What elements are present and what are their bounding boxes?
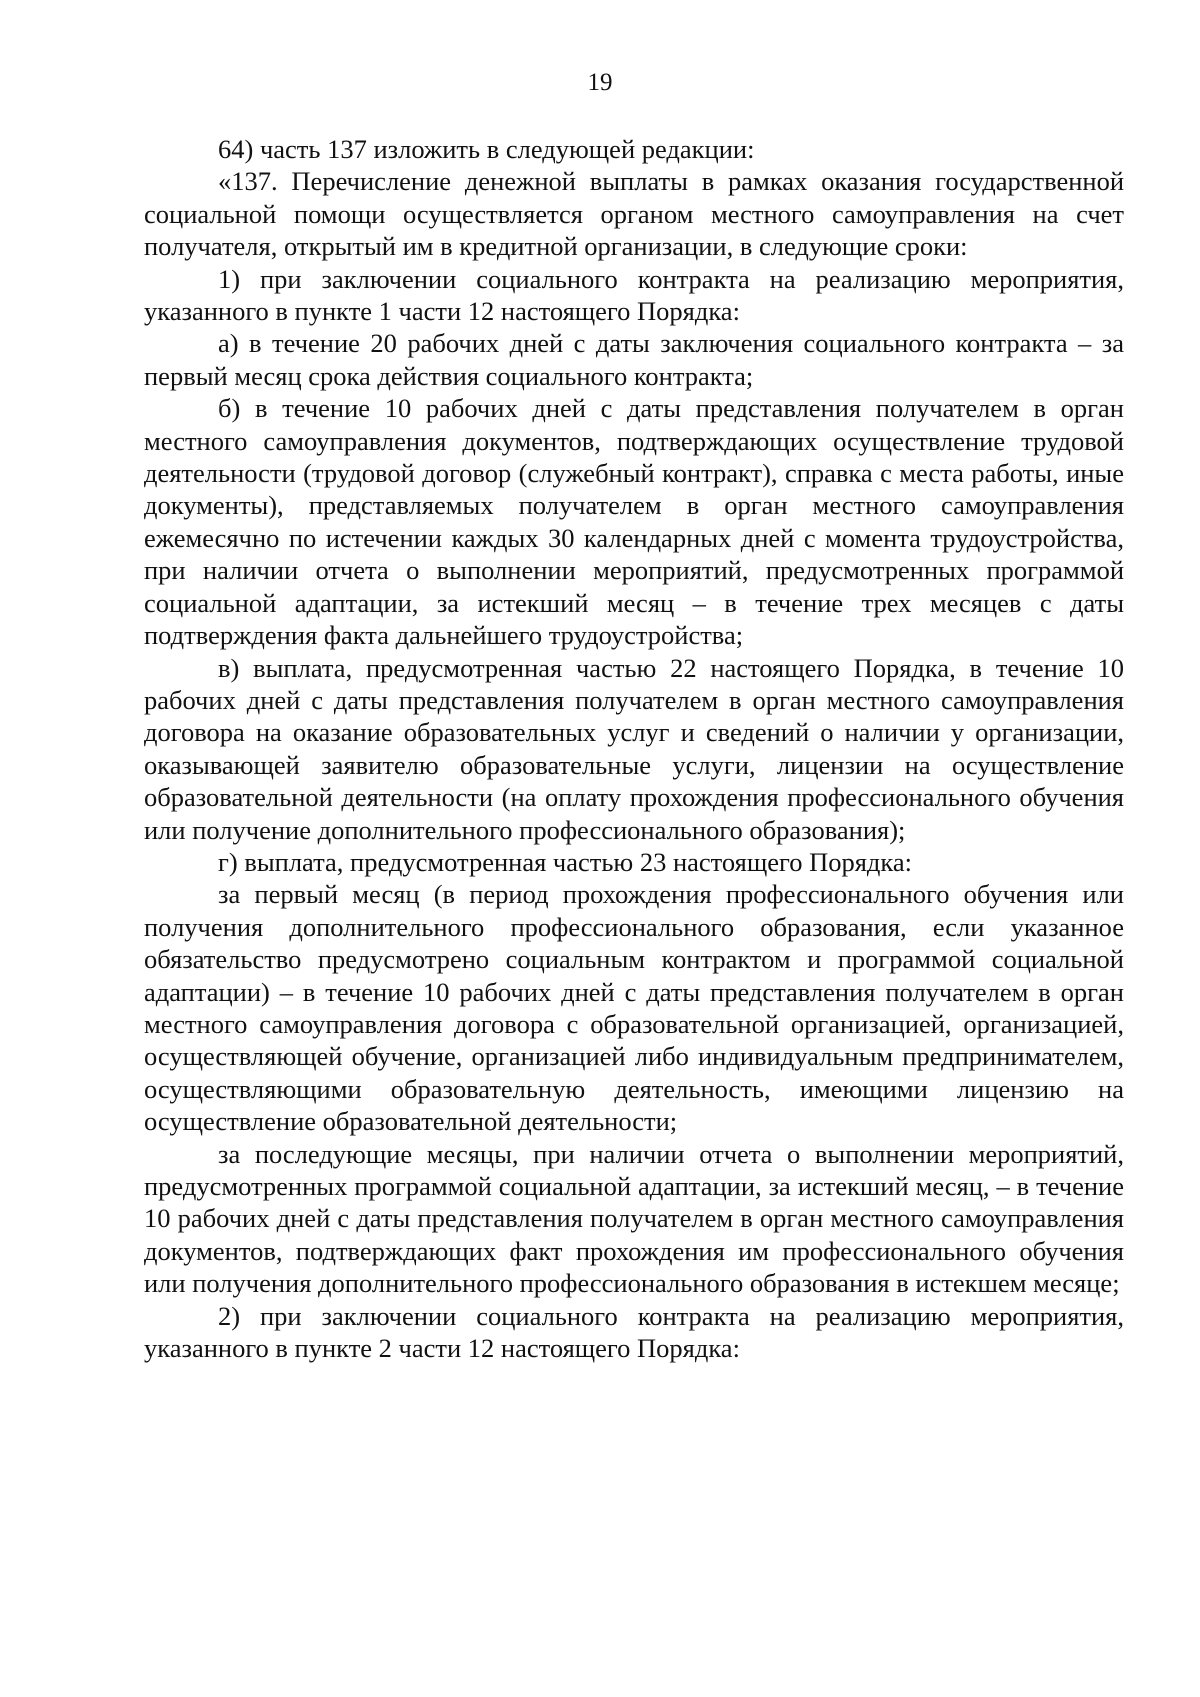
- paragraph-point-1: 1) при заключении социального контракта на реализацию мероприятия, указанного в пункте 1 части 12 настоящего Порядка:: [144, 263, 1124, 327]
- paragraph-subpoint-v: в) выплата, предусмотренная частью 22 настоящего Порядка, в течение 10 рабочих дней с даты представления получателем в орган местного самоуправления договора на оказание образовательных услуг и сведений о наличии у организации, оказывающей заявителю образовательные услуги, лицензии на осуществление образовательной деятельности (на оплату прохождения профессионального обучения или получение дополнительного профессионального образования);: [144, 652, 1124, 845]
- document-body: [144, 133, 1124, 1364]
- paragraph-point-2: 2) при заключении социального контракта на реализацию мероприятия, указанного в пункте 2 части 12 настоящего Порядка:: [144, 1300, 1124, 1364]
- paragraph-subpoint-b: б) в течение 10 рабочих дней с даты представления получателем в орган местного самоуправления документов, подтверждающих осуществление трудовой деятельности (трудовой договор (служебный контракт), справка с места работы, иные документы), представляемых получателем в орган местного самоуправления ежемесячно по истечении каждых 30 календарных дней с момента трудоустройства, при наличии отчета о выполнении мероприятий, предусмотренных программой социальной адаптации, за истекший месяц – в течение трех месяцев с даты подтверждения факта дальнейшего трудоустройства;: [144, 393, 1124, 651]
- page-number: 19: [587, 69, 613, 96]
- paragraph-part-137-intro: «137. Перечисление денежной выплаты в рамках оказания государственной социальной помощи осуществляется органом местного самоуправления на счет получателя, открытый им в кредитной организации, в следующие сроки:: [144, 166, 1124, 262]
- paragraph-item-64: 64) часть 137 изложить в следующей редакции:: [218, 134, 755, 164]
- paragraph-subpoint-g: г) выплата, предусмотренная частью 23 настоящего Порядка:: [218, 846, 912, 877]
- paragraph-subsequent-months: за последующие месяцы, при наличии отчета о выполнении мероприятий, предусмотренных программой социальной адаптации, за истекший месяц, – в течение 10 рабочих дней с даты представления получателем в орган местного самоуправления документов, подтверждающих факт прохождения им профессионального обучения или получения дополнительного профессионального образования в истекшем месяце;: [144, 1138, 1124, 1299]
- paragraph-first-month: за первый месяц (в период прохождения профессионального обучения или получения дополнительного профессионального образования, если указанное обязательство предусмотрено социальным контрактом и программой социальной адаптации) – в течение 10 рабочих дней с даты представления получателем в орган местного самоуправления договора с образовательной организацией, организацией, осуществляющей обучение, организацией либо индивидуальным предпринимателем, осуществляющими образовательную деятельность, имеющими лицензию на осуществление образовательной деятельности;: [144, 879, 1124, 1137]
- paragraph-subpoint-a: а) в течение 20 рабочих дней с даты заключения социального контракта – за первый месяц срока действия социального контракта;: [144, 328, 1124, 391]
